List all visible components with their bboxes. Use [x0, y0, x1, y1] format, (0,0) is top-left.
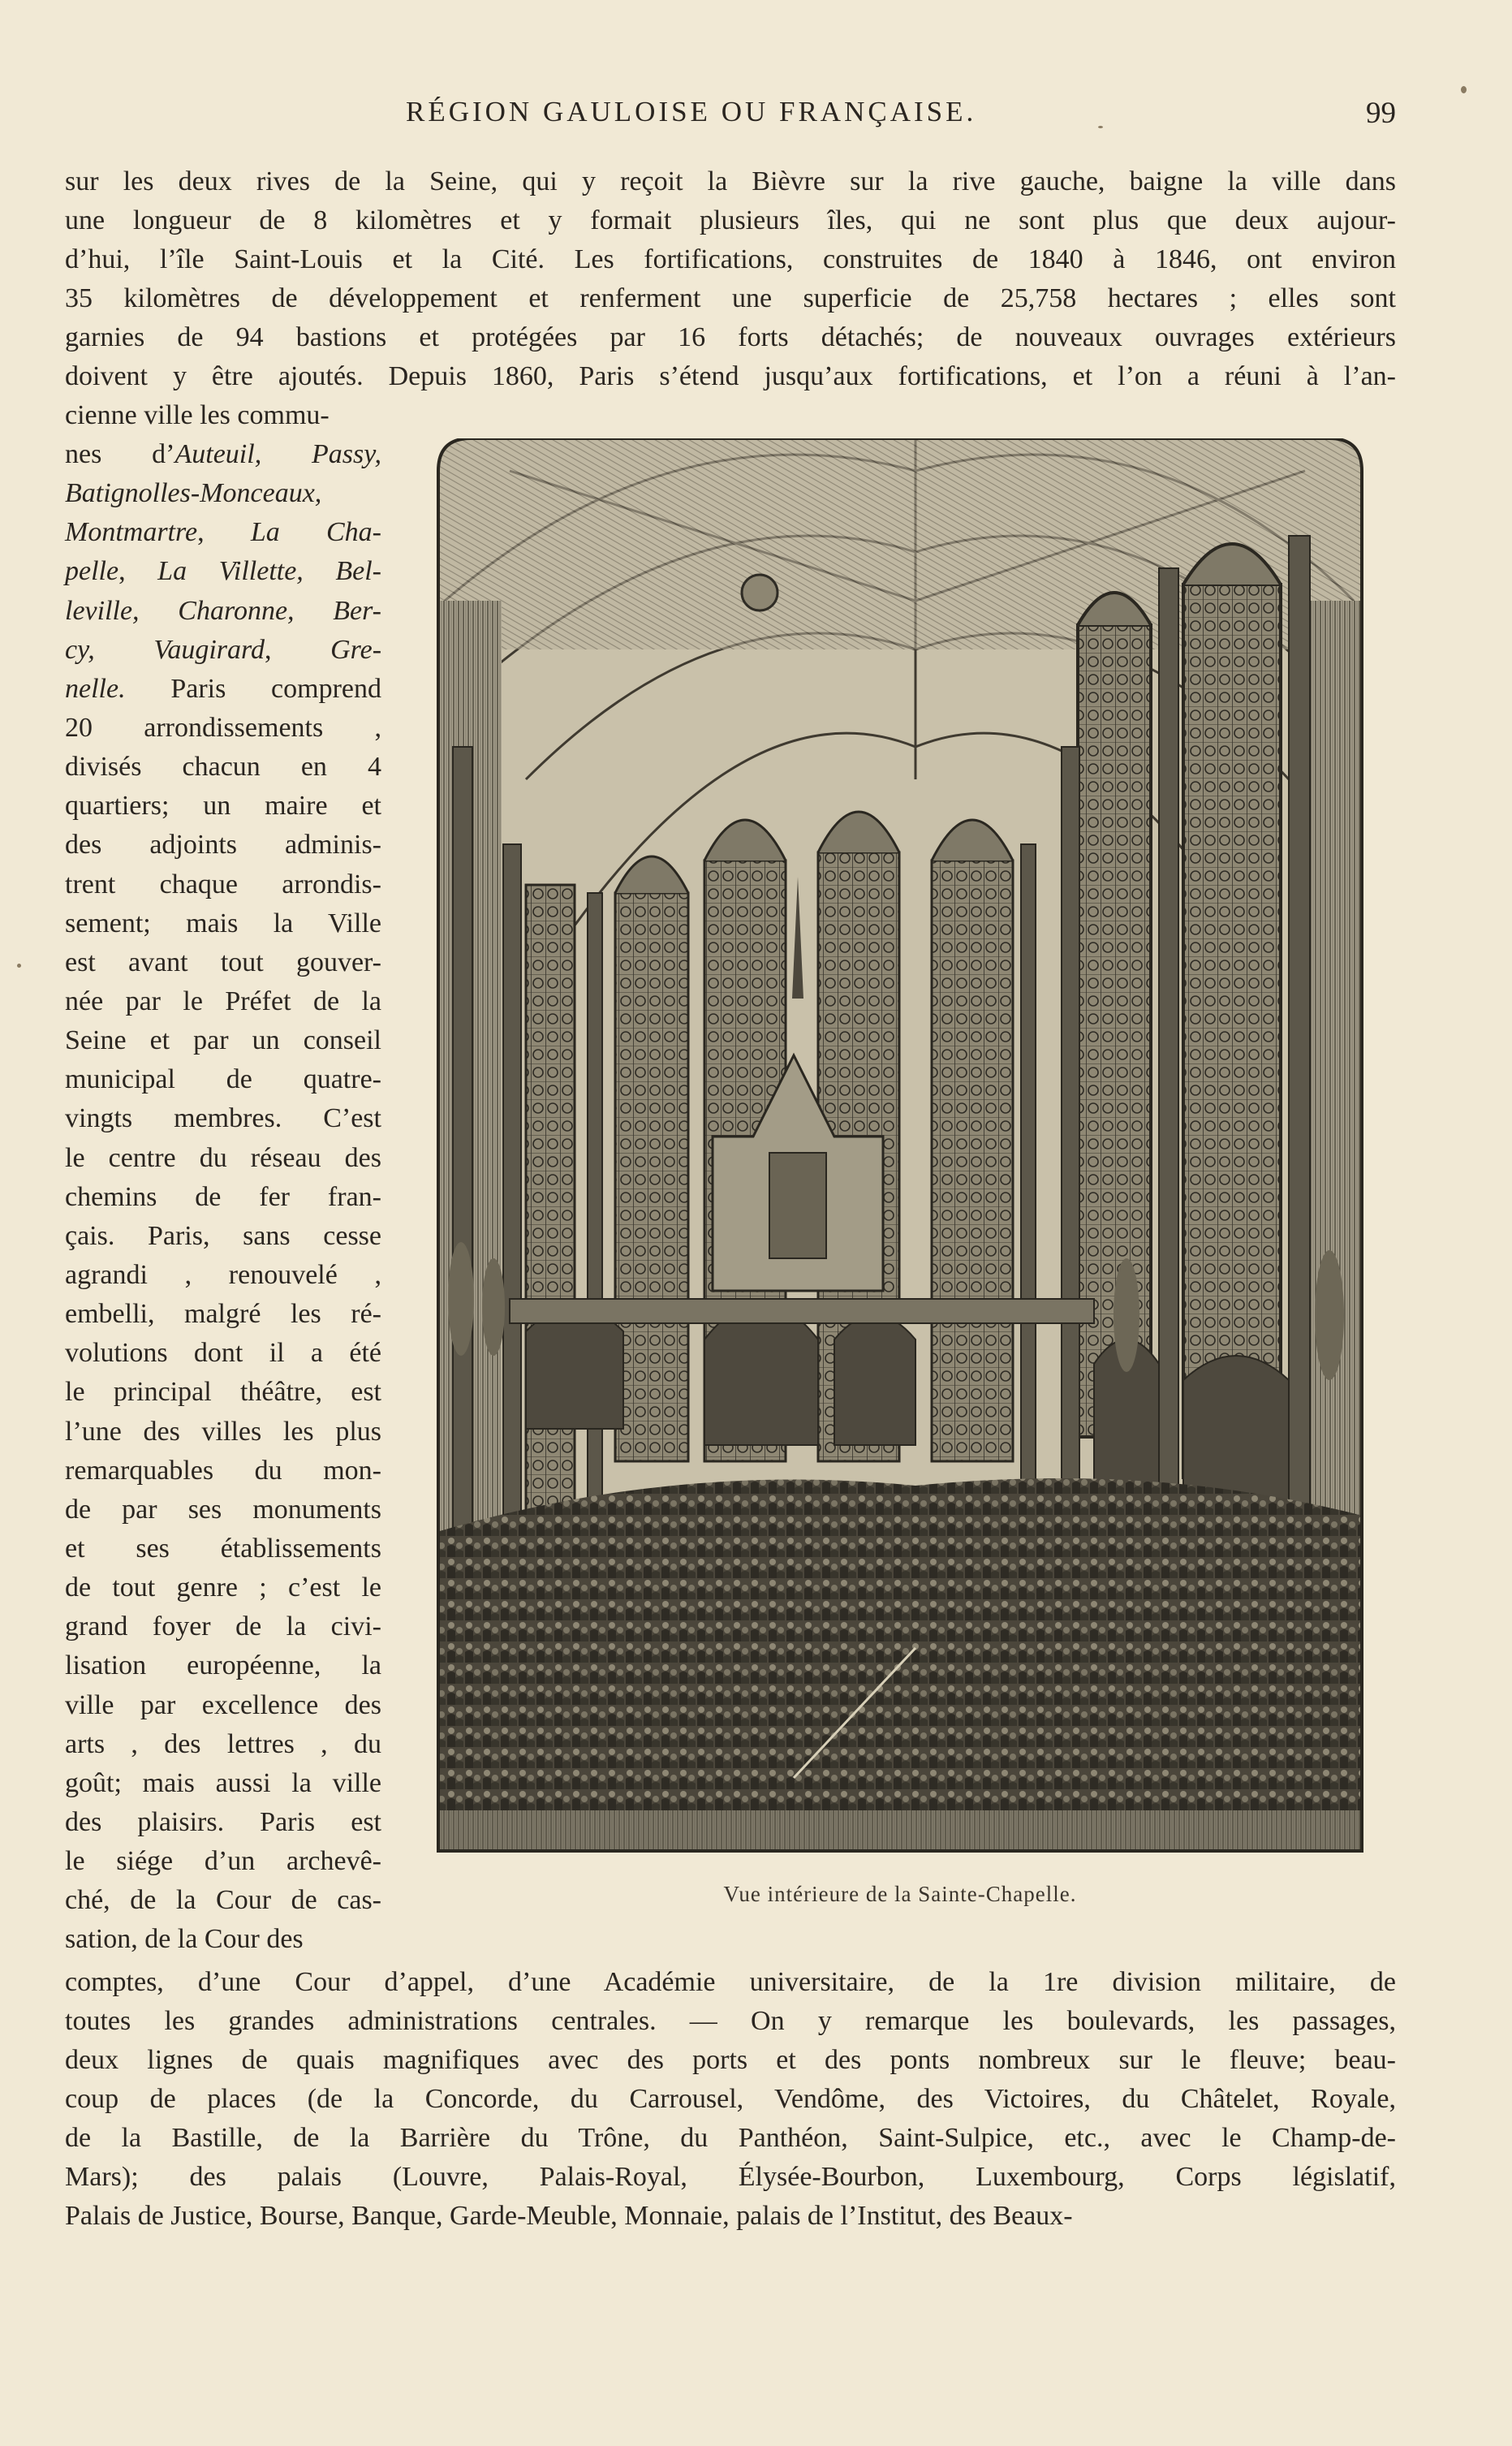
text-line: grand foyer de la civi- [65, 1611, 381, 1642]
text-line: Palais de Justice, Bourse, Banque, Garde-Meuble, Monnaie, palais de l’Institut, des Beaux- [65, 2201, 1073, 2231]
text-line: coup de places (de la Concorde, du Carrousel, Vendôme, des Victoires, du Châtelet, Royale, [65, 2084, 1396, 2114]
engraving-illustration [429, 438, 1372, 1861]
text-line: sation, de la Cour des [65, 1924, 304, 1955]
text-line: Seine et par un conseil [65, 1025, 381, 1056]
text-line: ché, de la Cour de cas- [65, 1885, 381, 1916]
paper-speck [17, 964, 21, 968]
body-text-bottom [65, 1963, 1396, 2236]
text-line: cy, Vaugirard, Gre- [65, 634, 382, 665]
body-text-top [65, 162, 1396, 396]
text-line: quartiers; un maire et [65, 791, 381, 822]
running-title: RÉGION GAULOISE OU FRANÇAISE. [406, 96, 977, 127]
text-line: Montmartre, La Cha- [65, 517, 381, 548]
text-line: lisation européenne, la [65, 1650, 381, 1681]
body-text-column [65, 435, 381, 1959]
text-line: vingts membres. C’est [65, 1103, 381, 1134]
text-line: garnies de 94 bastions et protégées par 16 forts détachés; de nouveaux ouvrages extérieurs [65, 322, 1396, 352]
text-line: deux lignes de quais magnifiques avec des ports et des ponts nombreux sur le fleuve; beau- [65, 2045, 1396, 2075]
text-line: est avant tout gouver- [65, 947, 381, 977]
text-line: Batignolles-Monceaux, [65, 478, 322, 509]
text-line: sement; mais la Ville [65, 908, 381, 938]
paper-speck [1098, 126, 1103, 128]
text-line: sur les deux rives de la Seine, qui y reçoit la Bièvre sur la rive gauche, baigne la ville dans [65, 166, 1396, 196]
text-line: et ses établissements [65, 1533, 381, 1564]
body-text-lead: cienne ville les commu- [65, 400, 330, 430]
text-line: volutions dont il a été [65, 1338, 381, 1369]
text-line: 35 kilomètres de développement et renferment une superficie de 25,758 hectares ; elles sont [65, 283, 1396, 313]
text-line: comptes, d’une Cour d’appel, d’une Académie universitaire, de la 1re division militaire, de [65, 1967, 1396, 1997]
text-line: ville par excellence des [65, 1689, 381, 1720]
text-line: de la Bastille, de la Barrière du Trône, du Panthéon, Saint-Sulpice, etc., avec le Champ-de- [65, 2123, 1396, 2153]
text-line: le centre du réseau des [65, 1142, 381, 1173]
text-line: d’hui, l’île Saint-Louis et la Cité. Les fortifications, construites de 1840 à 1846, ont environ [65, 244, 1396, 274]
text-line: de par ses monuments [65, 1494, 381, 1525]
text-line: nes d’Auteuil, Passy, [65, 439, 381, 469]
text-line: goût; mais aussi la ville [65, 1767, 381, 1798]
text-line: l’une des villes les plus [65, 1416, 381, 1447]
text-line: trent chaque arrondis- [65, 869, 381, 899]
figure-caption: Vue intérieure de la Sainte-Chapelle. [723, 1882, 1077, 1906]
text-line: municipal de quatre- [65, 1064, 381, 1095]
engraving-sainte-chapelle [429, 438, 1372, 1861]
text-line: çais. Paris, sans cesse [65, 1220, 381, 1251]
text-line: toutes les grandes administrations centrales. — On y remarque les boulevards, les passages, [65, 2006, 1396, 2036]
text-line: des adjoints adminis- [65, 830, 381, 861]
text-line: des plaisirs. Paris est [65, 1806, 381, 1837]
text-line: divisés chacun en 4 [65, 752, 381, 783]
text-line: née par le Préfet de la [65, 986, 381, 1016]
text-line: chemins de fer fran- [65, 1181, 381, 1212]
text-line: Mars); des palais (Louvre, Palais-Royal, Élysée-Bourbon, Luxembourg, Corps législatif, [65, 2162, 1396, 2192]
text-line: de tout genre ; c’est le [65, 1572, 381, 1603]
text-line: doivent y être ajoutés. Depuis 1860, Paris s’étend jusqu’aux fortifications, et l’on a réuni à l’an- [65, 361, 1396, 391]
paper-speck [1461, 86, 1467, 93]
text-line: remarquables du mon- [65, 1455, 381, 1486]
text-line: leville, Charonne, Ber- [65, 595, 381, 626]
text-line: agrandi , renouvelé , [65, 1259, 381, 1290]
text-line: nelle. Paris comprend [65, 673, 381, 704]
text-line: 20 arrondissements , [65, 712, 381, 743]
page-header [65, 96, 1396, 136]
text-line: pelle, La Villette, Bel- [65, 556, 381, 587]
text-line: embelli, malgré les ré- [65, 1299, 381, 1330]
text-line: le siége d’un archevê- [65, 1846, 381, 1877]
page-number: 99 [1366, 97, 1396, 130]
text-line: arts , des lettres , du [65, 1728, 381, 1759]
text-line: le principal théâtre, est [65, 1377, 381, 1408]
text-line: une longueur de 8 kilomètres et y formait plusieurs îles, qui ne sont plus que deux aujour- [65, 205, 1396, 235]
